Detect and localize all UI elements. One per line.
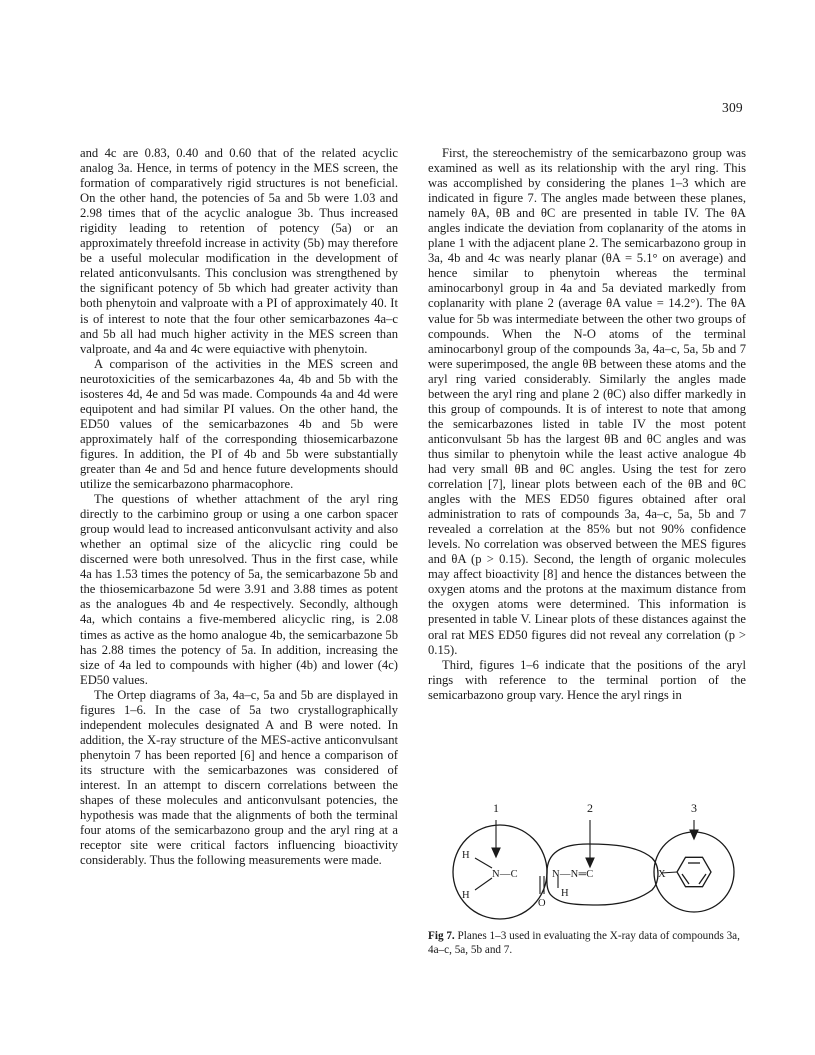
caption-text: Planes 1–3 used in evaluating the X-ray data of compounds 3a, 4a–c, 5a, 5b and 7. (428, 930, 740, 956)
paragraph: First, the stereochemistry of the semicarbazono group was examined as well as its relationship with the aryl ring. This was accomplished by considering the planes 1–3 which are indicated in figure 7. The angles made between these planes, namely θA, θB and θC are presented in table IV. The θA angles indicate the deviation from coplanarity of the atoms in plane 1 with the adjacent plane 2. The semicarbazono group in 3a, 4b and 4c was nearly planar (θA = 5.1° on average) and hence similar to phenytoin whereas the terminal aminocarbonyl group in 4a and 5a deviated markedly from coplanarity with plane 2 (average θA value = 14.2°). The θA value for 5b was intermediate between the other two groups of compounds. When the N-O atoms of the terminal aminocarbonyl group of the compounds 3a, 4a–c, 5a, 5b and 7 were superimposed, the angle θB between these atoms and the aryl ring varied considerably. Similarly the angles made between the aryl ring and plane 2 (θC) also differ markedly in this group of compounds. It is of interest to note that among the semicarbazones listed in table IV the most potent anticonvulsant 5b has the largest θB and θC angles and was thus similar to phenytoin while the least active analogue 4b had very small θB and θC angles. Using the test for zero correlation [7], linear plots between each of the θB and θC angles with the MES ED50 figures obtained after oral administration to rats of compounds 3a, 4a–c, 5a, 5b and 7 revealed a correlation at the 85% but not 90% confidence levels. No correlation was observed between the MES figures and θA (p > 0.15). Second, the length of organic molecules may affect bioactivity [8] and hence the distances between the oxygen atoms and the protons at the maximum distance from the oxygen atoms were determined. This information is presented in table V. Linear plots of these distances against the oral rat MES ED50 figures did not reveal any correlation (p > 0.15). (428, 146, 746, 657)
page-number: 309 (722, 100, 743, 115)
atom-h-top: H (462, 850, 470, 861)
paragraph: Third, figures 1–6 indicate that the positions of the aryl rings with reference to the terminal portion of the semicarbazono group vary. Hence the aryl rings in (428, 657, 746, 702)
paragraph: The Ortep diagrams of 3a, 4a–c, 5a and 5b are displayed in figures 1–6. In the case of 5a two crystallographically independent molecules designated A and B were noted. In addition, the X-ray structure of the MES-active anticonvulsant phenytoin 7 has been reported [6] and hence a comparison of its structure with the semicarbazones was considered of interest. In an attempt to discern correlations between the shapes of these molecules and anticonvulsant potencies, the hypothesis was made that the alignments of both the terminal four atoms of the semicarbazono group and the aryl ring at a receptor site were critical factors influencing bioactivity considerably. Thus the following measurements were made. (80, 687, 398, 868)
atom-h-bottom: H (462, 890, 470, 901)
paragraph: and 4c are 0.83, 0.40 and 0.60 that of the related acyclic analog 3a. Hence, in terms of potency in the MES screen, the formation of comparatively rigid structures is not beneficial. On the other hand, the potencies of 5a and 5b were 1.03 and 2.98 times that of the acyclic analogue 3b. Thus increased rigidity leading to retention of potency (5a) or an approximately threefold increase in activity (5b) may therefore be a useful molecular modification in the development of related anticonvulsants. This conclusion was strengthened by the significant potency of 5b which had greater activity than both phenytoin and valproate with a PI of approximately 40. It is of interest to note that the four other semicarbazones 4a–c and 5b all had much higher activity in the MES screen than valproate, and 4a and 4c were equiactive with phenytoin. (80, 146, 398, 356)
fragment-n-c: N—C (492, 869, 518, 880)
aryl-ring (677, 857, 711, 886)
plane-label-1: 1 (493, 801, 499, 815)
left-column (80, 146, 398, 868)
fragment-n-n-c: N—N═C (552, 869, 594, 880)
figure-caption (428, 930, 746, 957)
paragraph: A comparison of the activities in the MES screen and neurotoxicities of the semicarbazones 4a, 4b and 5b with the isosteres 4d, 4e and 5d was made. Compounds 4a and 4d were equipotent and had similar PI values. On the other hand, the ED50 values of the semicarbazones 4b and 5b were approximately half of the corresponding thiosemicarbazone figures. In addition, the PI of 4b and 5b were substantially greater than 4e and 5d and hence future developments should utilize the semicarbazono pharmacophore. (80, 356, 398, 492)
plane-label-2: 2 (587, 801, 593, 815)
right-column (428, 146, 746, 703)
atom-x: X (658, 869, 666, 880)
atom-h-nh: H (561, 888, 569, 899)
paragraph: The questions of whether attachment of the aryl ring directly to the carbimino group or using a one carbon spacer group would lead to increased anticonvulsant activity and also whether an optimal size of the alicyclic ring could be discerned were both unresolved. Thus in the first case, while 4a has 1.53 times the potency of 5a, the semicarbazone 5b and the thiosemicarbazone 5d were 3.91 and 3.88 times as potent as the analogues 4b and 4e respectively. Secondly, although 4a, which contains a five-membered alicyclic ring, is 2.08 times as active as the homo analogue 4b, the semicarbazone 5b has 2.88 times the potency of 5a. In addition, increasing the size of 4a led to compounds with higher (4b) and lower (4c) ED50 values. (80, 492, 398, 687)
planes-diagram (428, 792, 746, 922)
plane-label-3: 3 (691, 801, 697, 815)
figure-7 (428, 792, 746, 922)
atom-oxygen: O (538, 898, 546, 909)
plane-3-outline (654, 832, 734, 912)
caption-tag: Fig 7. (428, 930, 455, 942)
